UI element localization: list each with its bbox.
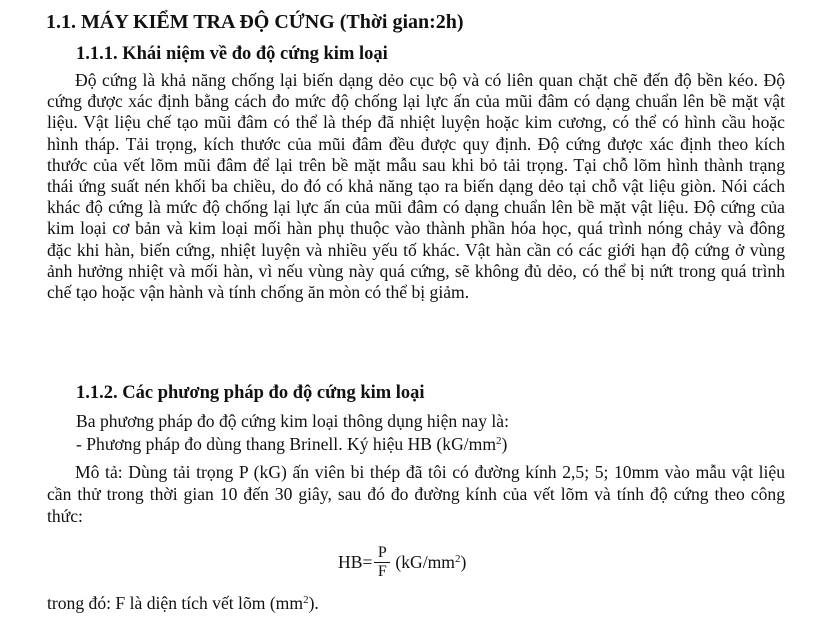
brinell-formula	[338, 536, 466, 588]
chapter-heading: 1.1. MÁY KIỂM TRA ĐỘ CỨNG (Thời gian:2h)	[46, 11, 464, 33]
formula-where-suffix: ).	[308, 593, 319, 613]
brinell-method-text: - Phương pháp đo dùng thang Brinell. Ký hiệu HB (kG/mm	[76, 434, 497, 454]
section-2-heading: 1.1.2. Các phương pháp đo độ cứng kim loại	[76, 383, 425, 403]
formula-unit-suffix: )	[460, 551, 467, 572]
brinell-description: Mô tả: Dùng tải trọng P (kG) ấn viên bi thép đã tôi có đường kính 2,5; 5; 10mm vào mẫu vật liệu cần thử trong thời gian 10 đến 30 giây, sau đó đo đường kính của vết lõm và tính độ cứng theo công thức:	[47, 462, 785, 526]
formula-unit	[395, 552, 466, 573]
formula-unit-exponent: 2	[455, 552, 461, 565]
area-unit-exponent: 2	[303, 594, 309, 606]
formula-fraction	[374, 544, 390, 581]
section-1-paragraph: Độ cứng là khả năng chống lại biến dạng dẻo cục bộ và có liên quan chặt chẽ đến độ bền kéo. Độ cứng được xác định bằng cách đo mức độ chống lại lực ấn của mũi đâm có dạng chuẩn lên bề mặt vật liệu. Vật liệu chế tạo mũi đâm có thể là thép đã nhiệt luyện hoặc kim cương, có thể có hình cầu hoặc hình tháp. Tải trọng, kích thước của mũi đâm đều được quy định. Độ cứng được xác định theo kích thước của vết lõm mũi đâm để lại trên bề mặt mẫu sau khi bỏ tải trọng. Tại chỗ lõm hình thành trạng thái ứng suất nén khối ba chiều, do đó có khả năng tạo ra biến dạng dẻo tại chỗ vật liệu giòn. Nói cách khác độ cứng là mức độ chống lại lực ấn của mũi đâm có dạng chuẩn lên bề mặt vật liệu. Độ cứng của kim loại cơ bản và kim loại mối hàn phụ thuộc vào thành phần hóa học, quá trình nóng chảy và đông đặc khi hàn, biến cứng, nhiệt luyện và nhiều yếu tố khác. Vật hàn cần có các giới hạn độ cứng ở vùng ảnh hưởng nhiệt và mối hàn, vì nếu vùng này quá cứng, sẽ không đủ dẻo, có thể bị nứt trong quá trình chế tạo hoặc vận hành và tính chống ăn mòn có thể bị giảm.	[47, 70, 785, 303]
methods-intro: Ba phương pháp đo độ cứng kim loại thông dụng hiện nay là:	[76, 411, 509, 431]
formula-numerator: P	[377, 543, 387, 561]
formula-unit-text: (kG/mm	[395, 551, 455, 572]
formula-where-line	[47, 592, 319, 614]
section-1-heading: 1.1.1. Khái niệm về đo độ cứng kim loại	[76, 44, 388, 64]
formula-lhs: HB=	[338, 551, 373, 572]
brinell-unit-exponent: 2	[496, 435, 502, 447]
formula-where-text: trong đó: F là diện tích vết lõm (mm	[47, 593, 304, 613]
brinell-method-line	[76, 433, 507, 455]
brinell-method-suffix: )	[501, 434, 508, 454]
formula-denominator: F	[377, 562, 387, 580]
